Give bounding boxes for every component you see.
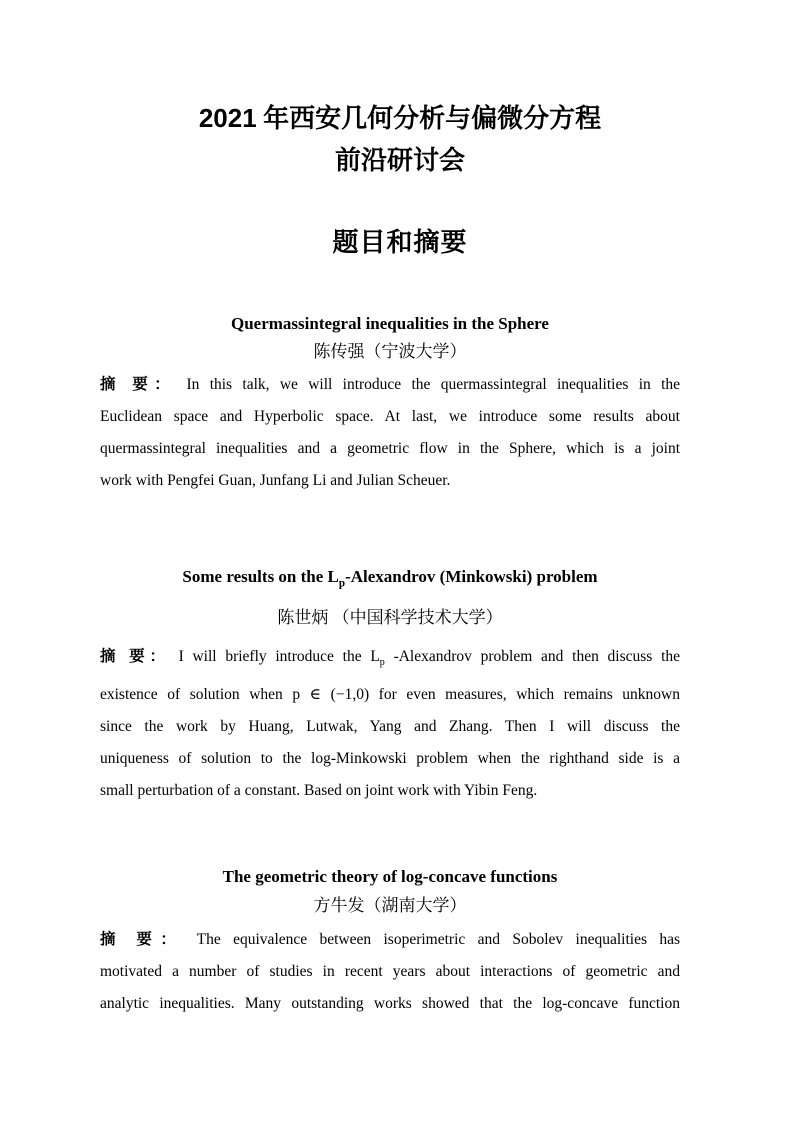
abstract-line [100, 924, 680, 956]
abstract-line [100, 369, 680, 401]
abstract-label: 摘 要： [100, 931, 185, 948]
talk-abstract [100, 924, 680, 1020]
abstract-text-subscript: p [379, 657, 385, 669]
talk-abstract [100, 641, 680, 807]
talk-title: The geometric theory of log-concave functions [222, 867, 558, 886]
abstract-line: work with Pengfei Guan, Junfang Li and Julian Scheuer. [100, 472, 451, 489]
abstract-section-3 [100, 864, 680, 1020]
conference-year: 2021 [198, 103, 257, 133]
abstract-line: since the work by Huang, Lutwak, Yang and Zhang. Then I will discuss the [100, 718, 680, 736]
conference-title-line1 [0, 97, 800, 140]
abstract-line: uniqueness of solution to the log-Minkowski problem when the righthand side is a [100, 750, 680, 768]
talk-author: 方牛发（湖南大学） [313, 896, 467, 915]
talk-title: Quermassintegral inequalities in the Sphere [231, 314, 549, 333]
abstract-text-post: -Alexandrov problem and then discuss the [384, 648, 681, 666]
talk-title-post: -Alexandrov (Minkowski) problem [345, 567, 598, 586]
talk-title [100, 564, 680, 596]
abstract-label: 摘 要： [100, 648, 170, 666]
abstract-line: analytic inequalities. Many outstanding works showed that the log-concave function [100, 995, 680, 1012]
talk-title-pre: Some results on the L [182, 567, 339, 586]
talk-title-subscript: p [338, 577, 346, 590]
abstract-text: In this talk, we will introduce the quermassintegral inequalities in the [186, 376, 681, 393]
abstract-text-pre: I will briefly introduce the L [178, 648, 380, 666]
talk-abstract [100, 369, 680, 497]
document-subtitle: 题目和摘要 [332, 228, 468, 257]
abstract-line: motivated a number of studies in recent years about interactions of geometric and [100, 963, 680, 980]
abstract-label: 摘 要： [100, 376, 177, 393]
conference-title-line2: 前沿研讨会 [334, 146, 465, 175]
abstract-line: small perturbation of a constant. Based on joint work with Yibin Feng. [100, 782, 538, 800]
talk-author: 陈传强（宁波大学） [313, 342, 467, 361]
abstract-section-1 [100, 311, 680, 497]
abstract-section-2 [100, 564, 680, 807]
abstract-line: quermassintegral inequalities and a geometric flow in the Sphere, which is a joint [100, 440, 680, 457]
conference-title-line1-text: 年西安几何分析与偏微分方程 [256, 104, 602, 133]
talk-author: 陈世炳 （中国科学技术大学） [277, 608, 503, 628]
abstract-text: The equivalence between isoperimetric and Sobolev inequalities has [196, 931, 680, 948]
conference-title [0, 97, 800, 182]
abstract-line: existence of solution when p ∈ (−1,0) for even measures, which remains unknown [100, 686, 680, 704]
abstract-line: Euclidean space and Hyperbolic space. At last, we introduce some results about [100, 408, 680, 425]
abstract-line [100, 641, 680, 679]
